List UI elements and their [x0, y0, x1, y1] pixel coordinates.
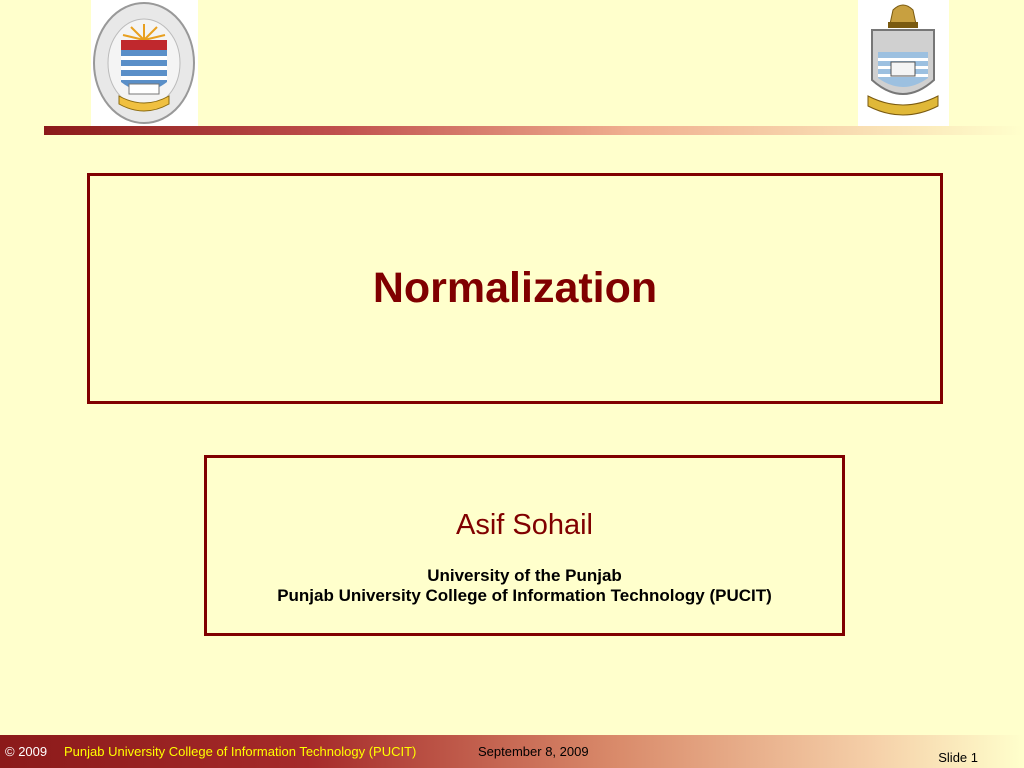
affiliation-college: Punjab University College of Information Technology (PUCIT) — [277, 586, 772, 605]
affiliation-university: University of the Punjab — [427, 566, 622, 585]
pucit-emblem-icon — [91, 0, 198, 127]
footer-slide-number: Slide 1 — [938, 750, 978, 765]
punjab-university-logo — [858, 0, 949, 127]
footer-date: September 8, 2009 — [478, 744, 589, 759]
header-gradient-bar — [44, 126, 1024, 135]
footer-organization: Punjab University College of Information Technology (PUCIT) — [64, 744, 417, 759]
subtitle-box — [204, 455, 845, 636]
title-box — [87, 173, 943, 404]
punjab-university-emblem-icon — [858, 0, 949, 127]
slide-title: Normalization — [372, 264, 658, 312]
author-name: Asif Sohail — [455, 509, 593, 541]
pucit-logo — [91, 0, 198, 127]
footer-copyright: © 2009 — [5, 744, 48, 759]
